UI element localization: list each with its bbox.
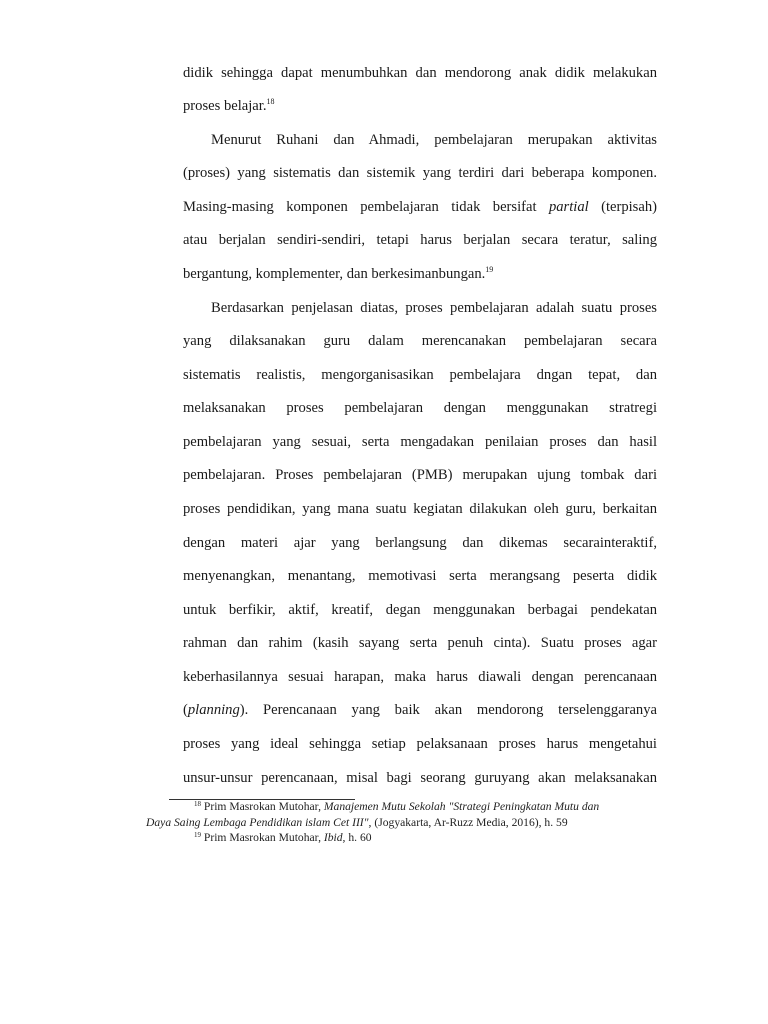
text: (Jogyakarta, Ar-Ruzz Media, 2016), h. 59: [371, 816, 568, 829]
text: (terpisah): [601, 199, 657, 215]
text: Prim Masrokan Mutohar,: [201, 800, 324, 813]
body-line-18: rahman dan rahim (kasih sayang serta penuh cinta). Suatu proses agar: [183, 635, 657, 651]
body-line-3: Menurut Ruhani dan Ahmadi, pembelajaran merupakan aktivitas: [211, 132, 657, 148]
paren: (: [183, 702, 188, 718]
body-line-10: sistematis realistis, mengorganisasikan pembelajara dngan tepat, dan: [183, 367, 657, 383]
footnote-ref-19: 19: [485, 265, 494, 274]
footnote-number-18: 18: [194, 800, 201, 808]
ibid: Ibid,: [323, 831, 346, 844]
body-line-13: pembelajaran. Proses pembelajaran (PMB) merupakan ujung tombak dari: [183, 467, 657, 483]
body-line-9: yang dilaksanakan guru dalam merencanakan pembelajaran secara: [183, 333, 657, 349]
body-line-15: dengan materi ajar yang berlangsung dan dikemas secarainteraktif,: [183, 535, 657, 551]
text: [183, 702, 657, 718]
body-line-8: Berdasarkan penjelasan diatas, proses pembelajaran adalah suatu proses: [211, 300, 657, 316]
footnote-19: [194, 830, 372, 846]
book-title-cont: Daya Saing Lembaga Pendidikan islam Cet III",: [146, 816, 372, 829]
body-line-22: unsur-unsur perencanaan, misal bagi seorang guruyang akan melaksanakan: [183, 770, 657, 786]
body-line-21: proses yang ideal sehingga setiap pelaksanaan proses harus mengetahui: [183, 736, 657, 752]
footnote-18-line-2: [146, 815, 568, 831]
text: ). Perencanaan yang baik akan mendorong terselenggaranya: [239, 702, 657, 718]
text: Prim Masrokan Mutohar,: [201, 831, 324, 844]
body-line-5: [183, 196, 657, 218]
text: bergantung, komplementer, dan berkesimanbungan.: [183, 266, 486, 282]
text: Masing-masing komponen pembelajaran tidak bersifat: [183, 199, 537, 215]
book-title: Manajemen Mutu Sekolah "Strategi Peningkatan Mutu dan: [323, 800, 600, 813]
body-line-7: [183, 263, 657, 285]
body-line-19: keberhasilannya sesuai harapan, maka harus diawali dengan perencanaan: [183, 669, 657, 685]
text: proses belajar.: [183, 98, 267, 114]
body-line-1: didik sehingga dapat menumbuhkan dan mendorong anak didik melakukan: [183, 65, 657, 81]
body-line-4: (proses) yang sistematis dan sistemik yang terdiri dari beberapa komponen.: [183, 165, 657, 181]
footnote-number-19: 19: [194, 831, 201, 839]
body-line-2: [183, 95, 657, 117]
body-line-11: melaksanakan proses pembelajaran dengan menggunakan stratregi: [183, 400, 657, 416]
body-line-17: untuk berfikir, aktif, kreatif, degan menggunakan berbagai pendekatan: [183, 602, 657, 618]
text: h. 60: [345, 831, 372, 844]
footnote-ref-18: 18: [266, 97, 275, 106]
body-line-14: proses pendidikan, yang mana suatu kegiatan dilakukan oleh guru, berkaitan: [183, 501, 657, 517]
italic-term: partial: [548, 199, 589, 215]
body-line-20: [183, 699, 657, 721]
footnote-18-line-1: [194, 799, 599, 815]
body-line-6: atau berjalan sendiri-sendiri, tetapi harus berjalan secara teratur, saling: [183, 232, 657, 248]
body-line-12: pembelajaran yang sesuai, serta mengadakan penilaian proses dan hasil: [183, 434, 657, 450]
italic-term: planning: [187, 702, 240, 718]
body-line-16: menyenangkan, menantang, memotivasi serta merangsang peserta didik: [183, 568, 657, 584]
